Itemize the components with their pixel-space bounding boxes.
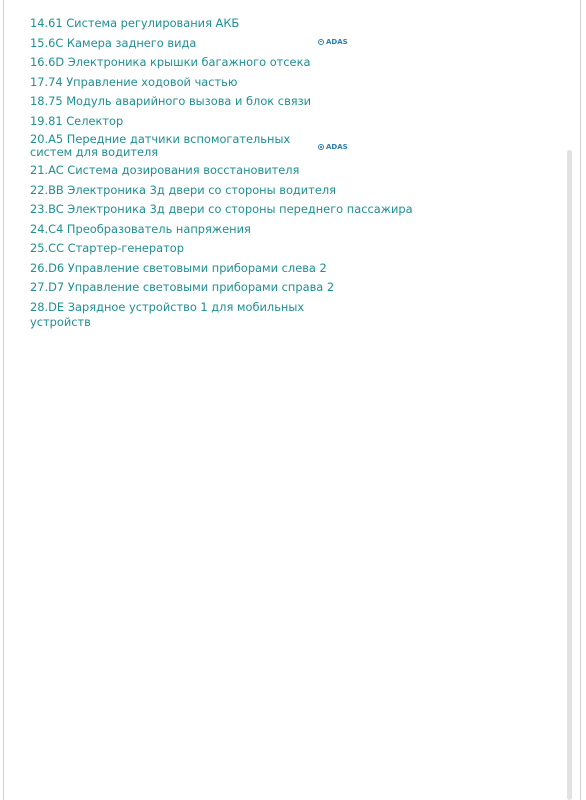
list-item[interactable] xyxy=(30,16,360,31)
list-item-label[interactable]: 21.AC Система дозирования восстановителя xyxy=(30,163,300,177)
list-item[interactable] xyxy=(30,183,360,198)
list-item-label[interactable]: 24.C4 Преобразователь напряжения xyxy=(30,221,251,236)
adas-badge xyxy=(318,37,348,47)
list-item[interactable] xyxy=(30,133,360,158)
list-item-label[interactable]: 27.D7 Управление световыми приборами справа 2 xyxy=(30,280,335,294)
adas-circle-icon xyxy=(318,39,324,45)
list-item[interactable] xyxy=(30,241,360,256)
adas-badge xyxy=(318,142,348,152)
adas-badge-label: ADAS xyxy=(326,143,348,151)
list-item-label[interactable]: 18.75 Модуль аварийного вызова и блок связи xyxy=(30,94,312,108)
list-item-label[interactable]: 22.BB Электроника 3д двери со стороны водителя xyxy=(30,182,336,197)
list-item[interactable] xyxy=(30,300,360,330)
list-item-label[interactable]: 25.CC Стартер-генератор xyxy=(30,241,184,255)
adas-badge-label: ADAS xyxy=(326,37,348,46)
list-item-label[interactable]: 19.81 Селектор xyxy=(30,113,124,128)
list-item-label[interactable]: 23.BC Электроника 3д двери со стороны переднего пассажира xyxy=(30,202,413,216)
list-item[interactable] xyxy=(30,36,360,51)
list-item[interactable] xyxy=(30,222,360,237)
page-frame xyxy=(3,0,581,800)
list-item-label[interactable]: 14.61 Система регулирования АКБ xyxy=(30,16,240,30)
list-item-label[interactable]: 28.DE Зарядное устройство 1 для мобильных устройств xyxy=(30,299,305,329)
list-item[interactable] xyxy=(30,261,360,276)
list-item[interactable] xyxy=(30,280,360,295)
list-item[interactable] xyxy=(30,94,360,109)
scrollbar-thumb[interactable] xyxy=(567,150,572,800)
list-item[interactable] xyxy=(30,55,360,70)
list-item-label[interactable]: 20.A5 Передние датчики вспомогательных систем для водителя xyxy=(30,132,291,159)
list-item-label[interactable]: 15.6C Камера заднего вида xyxy=(30,35,197,50)
list-item-label[interactable]: 16.6D Электроника крышки багажного отсека xyxy=(30,55,311,69)
list-item-label[interactable]: 26.D6 Управление световыми приборами слева 2 xyxy=(30,260,327,275)
list-item[interactable] xyxy=(30,163,360,178)
adas-circle-icon xyxy=(318,144,324,150)
list-item-label[interactable]: 17.74 Управление ходовой частью xyxy=(30,74,238,89)
list-item[interactable] xyxy=(30,114,360,129)
list-item[interactable] xyxy=(30,75,360,90)
list-item[interactable] xyxy=(30,202,413,217)
control-units-list xyxy=(30,16,413,334)
